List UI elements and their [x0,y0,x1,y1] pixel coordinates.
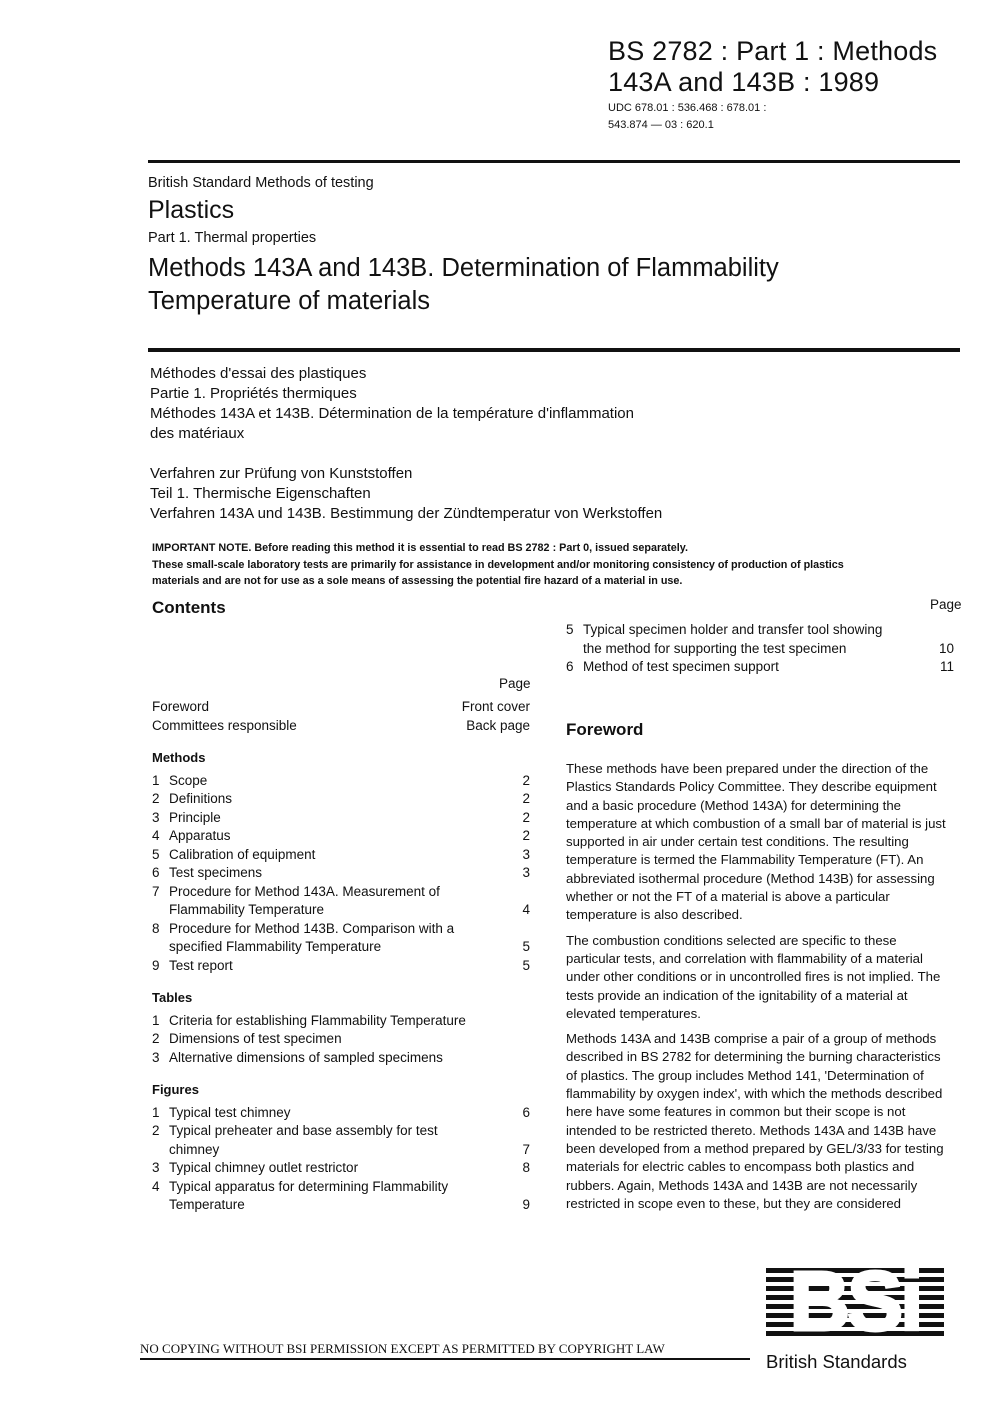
toc-entry[interactable] [152,827,530,846]
toc-entry-number: 3 [152,1160,160,1175]
main-title-line1: Methods 143A and 143B. Determination of Flammability [148,254,779,282]
toc-entry-number: 3 [152,809,160,825]
udc-line2: 543.874 — 03 : 620.1 [608,119,714,131]
toc-entry-page: Front cover [461,699,530,714]
toc-entry[interactable] [152,790,530,809]
page-column-label: Page [930,597,962,612]
toc-entry[interactable] [152,1178,530,1215]
toc-entry-number: 2 [152,1031,160,1046]
toc-entry[interactable] [152,1012,530,1031]
toc-entry-number: 9 [152,957,160,973]
toc-methods-heading: Methods [152,750,206,765]
toc-entry-text: Alternative dimensions of sampled specimens [169,1049,443,1065]
toc-entry-text: Dimensions of test specimen [169,1031,342,1046]
toc-entry-text: Committees responsible [152,717,297,733]
toc-entry[interactable] [152,846,530,865]
toc-front-entry[interactable] [152,698,530,717]
standard-number-line2: 143A and 143B : 1989 [608,67,880,97]
toc-entry-text: Typical chimney outlet restrictor [169,1160,359,1175]
toc-entry[interactable] [152,1049,530,1068]
note-line: IMPORTANT NOTE. Before reading this method it is essential to read BS 2782 : Part 0, issued separately. [152,542,688,554]
french-line: Méthodes 143A et 143B. Détermination de la température d'inflammation [150,405,634,422]
toc-entry-number: 2 [152,791,160,806]
toc-entry-text: Calibration of equipment [169,846,316,862]
standard-number [608,36,937,98]
toc-entry-page: 7 [522,1141,530,1157]
toc-entry-text: Definitions [169,791,233,806]
toc-entry-page: 2 [522,828,530,843]
german-line: Verfahren zur Prüfung von Kunststoffen [150,465,413,482]
toc-entry-text: Procedure for Method 143A. Measurement of Flammability Temperature [169,883,440,917]
toc-entry-number: 4 [152,828,160,843]
contents-heading: Contents [152,598,226,617]
toc-entry-text: Typical specimen holder and transfer tool showing the method for supporting the test specimen [583,622,883,656]
toc-entry-text: Typical test chimney [169,1104,291,1120]
toc-right-column [566,621,954,677]
logo-lettering: BSi [789,1268,921,1348]
copyright-notice: NO COPYING WITHOUT BSI PERMISSION EXCEPT AS PERMITTED BY COPYRIGHT LAW [140,1341,665,1356]
toc-entry[interactable] [566,621,954,658]
toc-entry-page: 11 [939,659,954,674]
toc-entry[interactable] [152,1122,530,1159]
toc-front-entry[interactable] [152,717,530,736]
subject-title: Plastics [148,196,235,224]
toc-entry-text: Foreword [152,699,210,714]
toc-entry-page: Back page [466,717,530,733]
toc-tables-heading: Tables [152,990,193,1005]
foreword-paragraph: These methods have been prepared under the direction of the Plastics Standards Policy Committee. They describe equipment and a basic procedure (Method 143A) for determining the temperature at which combustion of a small bar of material is just supported in air under certain test conditions. The resulting temperature is termed the Flammability Temperature (FT). An abbreviated isothermal procedure (Method 143B) for assessing whether or not the FT of a material is above a particular temperature is also described. [566,761,946,923]
toc-entry-text: Criteria for establishing Flammability Temperature [169,1012,466,1028]
main-title-line2: Temperature of materials [148,287,431,315]
toc-entry-text: Typical preheater and base assembly for test chimney [169,1123,438,1157]
foreword-heading: Foreword [566,720,644,739]
toc-entry-text: Test report [169,957,233,973]
copyright-rule [140,1358,750,1360]
toc-entry-page: 2 [522,791,530,806]
toc-entry[interactable] [152,1159,530,1178]
german-line: Teil 1. Thermische Eigenschaften [150,485,371,502]
toc-entry-number: 5 [566,622,574,637]
french-line: des matériaux [150,425,245,442]
french-line: Partie 1. Propriétés thermiques [150,385,357,402]
toc-entry[interactable] [152,864,530,883]
toc-entry-text: Typical apparatus for determining Flammability Temperature [169,1178,449,1212]
important-note [152,540,952,590]
title-rule [148,348,960,352]
note-line: These small-scale laboratory tests are primarily for assistance in development and/or monitoring consistency of production of plastics [152,558,844,571]
foreword-paragraph: Methods 143A and 143B comprise a pair of a group of methods described in BS 2782 for determining the burning characteristics of plastics. The group includes Method 141, 'Determination of flammability by oxygen index', with which the methods described here have some features in common but their scope is not intended to be restricted thereto. Methods 143A and 143B have been developed from a method prepared by GEL/3/33 for testing materials for electric cables to encompass both plastics and rubbers. Again, Methods 143A and 143B are not necessarily restricted in scope even to these, but they are considered [566,1031,944,1211]
note-line: materials and are not for use as a sole means of assessing the potential fire hazard of a material in use. [152,575,683,587]
toc-entry-number: 1 [152,772,160,788]
french-title [150,364,634,444]
toc-entry-page: 2 [522,809,530,825]
part-title: Part 1. Thermal properties [148,230,317,246]
toc-entry-page: 4 [522,902,530,917]
french-line: Méthodes d'essai des plastiques [150,365,367,382]
toc-entry-text: Principle [169,809,221,825]
series-title: British Standard Methods of testing [148,175,374,191]
toc-entry-number: 6 [152,865,160,880]
toc-entry-text: Procedure for Method 143B. Comparison with a specified Flammability Temperature [169,920,455,954]
toc-entry-page: 10 [938,640,954,656]
toc-entry-page: 3 [522,846,530,862]
toc-methods-list [152,772,530,976]
toc-entry[interactable] [152,1030,530,1049]
toc-entry-number: 3 [152,1049,160,1065]
toc-entry[interactable] [152,809,530,828]
toc-figures-list [152,1104,530,1215]
toc-entry-page: 5 [522,939,530,954]
toc-entry-number: 8 [152,920,160,936]
toc-entry[interactable] [152,920,530,957]
toc-entry[interactable] [566,658,954,677]
foreword-paragraph: The combustion conditions selected are specific to these particular tests, and correlation with flammability of a material under other conditions or in uncontrolled fires is not implied. The tests provide an indication of the ignitability of a material at elevated temperatures. [566,932,941,1021]
toc-entry-page: 9 [522,1197,530,1212]
udc-line1: UDC 678.01 : 536.468 : 678.01 : [608,102,767,114]
toc-entry[interactable] [152,883,530,920]
toc-entry-page: 3 [522,865,530,880]
toc-entry[interactable] [152,1104,530,1123]
header-rule [148,160,960,163]
toc-left-column [152,698,530,1215]
toc-entry-text: Scope [169,772,208,788]
toc-entry-text: Test specimens [169,865,263,880]
toc-entry-page: 8 [522,1160,530,1175]
toc-entry-number: 7 [152,883,160,899]
bsi-logo [766,1268,944,1353]
toc-entry-page: 5 [522,957,530,973]
toc-entry[interactable] [152,772,530,791]
toc-entry-page: 2 [522,772,530,788]
standard-number-line1: BS 2782 : Part 1 : Methods [608,36,938,66]
toc-entry-number: 2 [152,1123,160,1138]
toc-entry-number: 1 [152,1104,160,1120]
german-title [150,464,662,524]
toc-entry-text: Apparatus [169,828,231,843]
bsi-logo-icon [766,1268,944,1348]
toc-entry[interactable] [152,957,530,976]
toc-entry-number: 1 [152,1012,160,1028]
foreword-body [566,760,950,1220]
german-line: Verfahren 143A und 143B. Bestimmung der Zündtemperatur von Werkstoffen [150,505,663,522]
toc-entry-number: 4 [152,1178,160,1194]
toc-entry-number: 5 [152,846,160,862]
toc-figures-cont-list [566,621,954,677]
udc-code [608,100,766,134]
page-column-label: Page [499,676,531,691]
brand-name: British Standards [766,1351,907,1372]
toc-figures-heading: Figures [152,1082,199,1097]
toc-entry-number: 6 [566,659,574,674]
toc-tables-list [152,1012,530,1068]
main-title [148,252,948,318]
toc-entry-page: 6 [522,1104,530,1120]
toc-entry-text: Method of test specimen support [583,659,779,674]
